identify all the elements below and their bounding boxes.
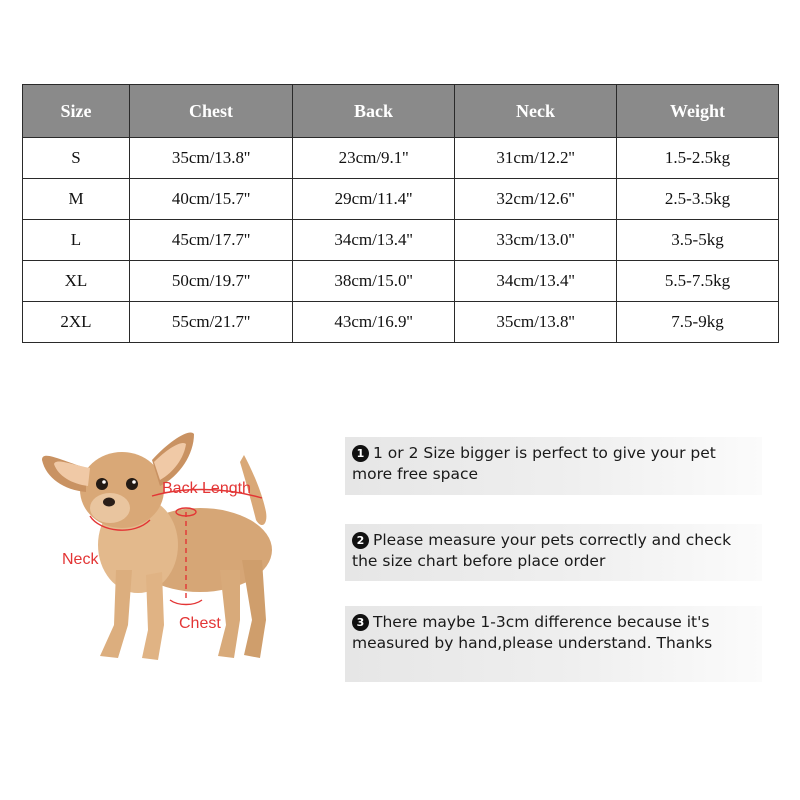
cell-neck: 34cm/13.4'' [455, 261, 617, 302]
note-item [345, 524, 762, 581]
cell-back: 38cm/15.0'' [293, 261, 455, 302]
cell-chest: 55cm/21.7'' [130, 302, 293, 343]
cell-size: 2XL [23, 302, 130, 343]
neck-label: Neck [62, 551, 99, 568]
table-row [23, 302, 779, 343]
table-row [23, 179, 779, 220]
cell-neck: 31cm/12.2'' [455, 138, 617, 179]
cell-weight: 3.5-5kg [617, 220, 779, 261]
size-chart-table [22, 84, 779, 343]
back-length-label: Back Length [162, 480, 251, 497]
cell-back: 43cm/16.9'' [293, 302, 455, 343]
cell-chest: 45cm/17.7'' [130, 220, 293, 261]
cell-neck: 33cm/13.0'' [455, 220, 617, 261]
cell-weight: 2.5-3.5kg [617, 179, 779, 220]
cell-chest: 35cm/13.8'' [130, 138, 293, 179]
number-badge: 1 [352, 445, 369, 462]
header-neck: Neck [455, 85, 617, 138]
table-row [23, 138, 779, 179]
cell-weight: 7.5-9kg [617, 302, 779, 343]
number-badge: 3 [352, 614, 369, 631]
header-back: Back [293, 85, 455, 138]
cell-back: 34cm/13.4'' [293, 220, 455, 261]
cell-neck: 32cm/12.6'' [455, 179, 617, 220]
cell-size: L [23, 220, 130, 261]
header-weight: Weight [617, 85, 779, 138]
cell-weight: 1.5-2.5kg [617, 138, 779, 179]
cell-back: 23cm/9.1'' [293, 138, 455, 179]
table-row [23, 261, 779, 302]
chest-label: Chest [179, 615, 221, 632]
note-text: 1 or 2 Size bigger is perfect to give your pet more free space [352, 444, 716, 483]
table-row [23, 220, 779, 261]
cell-neck: 35cm/13.8'' [455, 302, 617, 343]
header-size: Size [23, 85, 130, 138]
cell-size: S [23, 138, 130, 179]
note-item [345, 437, 762, 495]
cell-back: 29cm/11.4'' [293, 179, 455, 220]
cell-chest: 50cm/19.7'' [130, 261, 293, 302]
table-header-row [23, 85, 779, 138]
dog-measurement-illustration [30, 420, 320, 680]
header-chest: Chest [130, 85, 293, 138]
cell-weight: 5.5-7.5kg [617, 261, 779, 302]
dog-icon [42, 432, 272, 660]
cell-size: M [23, 179, 130, 220]
number-badge: 2 [352, 532, 369, 549]
cell-chest: 40cm/15.7'' [130, 179, 293, 220]
note-item [345, 606, 762, 682]
note-text: There maybe 1-3cm difference because it's measured by hand,please understand. Thanks [352, 613, 713, 652]
note-text: Please measure your pets correctly and check the size chart before place order [352, 531, 732, 570]
cell-size: XL [23, 261, 130, 302]
